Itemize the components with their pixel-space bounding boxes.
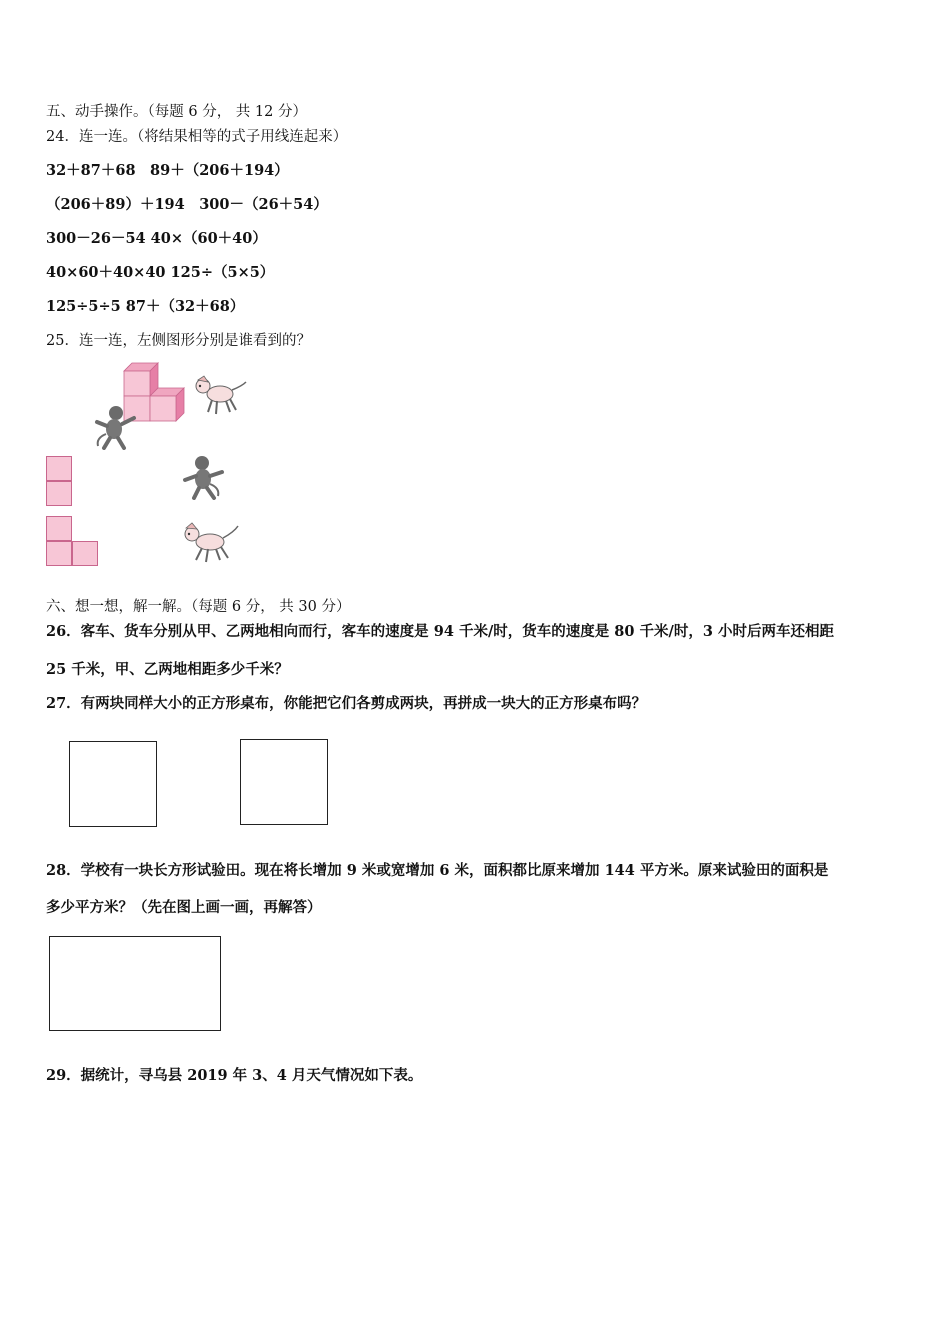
square-tablecloth-1 bbox=[69, 741, 157, 827]
q24-title: 24．连一连。（将结果相等的式子用线连起来） bbox=[46, 129, 348, 145]
q24-row-2: （206＋89）＋194 300－（26＋54） bbox=[46, 196, 328, 213]
dog-icon bbox=[190, 374, 248, 418]
q25-title: 25．连一连，左侧图形分别是谁看到的？ bbox=[46, 333, 311, 349]
q27-title: 27．有两块同样大小的正方形桌布，你能把它们各剪成两块，再拼成一块大的正方形桌布吗？ bbox=[46, 695, 647, 712]
q26-line-1: 26．客车、货车分别从甲、乙两地相向而行，客车的速度是 94 千米/时，货车的速度是 80 千米/时，3 小时后两车还相距 bbox=[46, 623, 834, 640]
section-6-title: 六、想一想，解一解。（每题 6 分， 共 30 分） bbox=[46, 599, 351, 615]
q29-title: 29．据统计，寻乌县 2019 年 3、4 月天气情况如下表。 bbox=[46, 1067, 423, 1084]
dog-icon bbox=[180, 520, 240, 566]
q24-row-3: 300－26－54 40×（60＋40） bbox=[46, 230, 267, 247]
q24-row-5: 125÷5÷5 87＋（32＋68） bbox=[46, 298, 245, 315]
section-5-title: 五、动手操作。（每题 6 分， 共 12 分） bbox=[46, 104, 307, 120]
q24-row-1: 32＋87＋68 89＋（206＋194） bbox=[46, 162, 289, 179]
monkey-icon bbox=[182, 454, 228, 500]
q24-row-4: 40×60＋40×40 125÷（5×5） bbox=[46, 264, 275, 281]
view-figure-column bbox=[46, 456, 72, 506]
rectangle-field bbox=[49, 936, 221, 1031]
monkey-icon bbox=[92, 404, 138, 450]
view-figure-l-shape bbox=[46, 516, 98, 566]
square-tablecloth-2 bbox=[240, 739, 328, 825]
q28-line-1: 28．学校有一块长方形试验田。现在将长增加 9 米或宽增加 6 米，面积都比原来增加 144 平方米。原来试验田的面积是 bbox=[46, 862, 829, 879]
q26-line-2: 25 千米，甲、乙两地相距多少千米？ bbox=[46, 661, 289, 678]
q28-line-2: 多少平方米？（先在图上画一画，再解答） bbox=[46, 899, 322, 916]
